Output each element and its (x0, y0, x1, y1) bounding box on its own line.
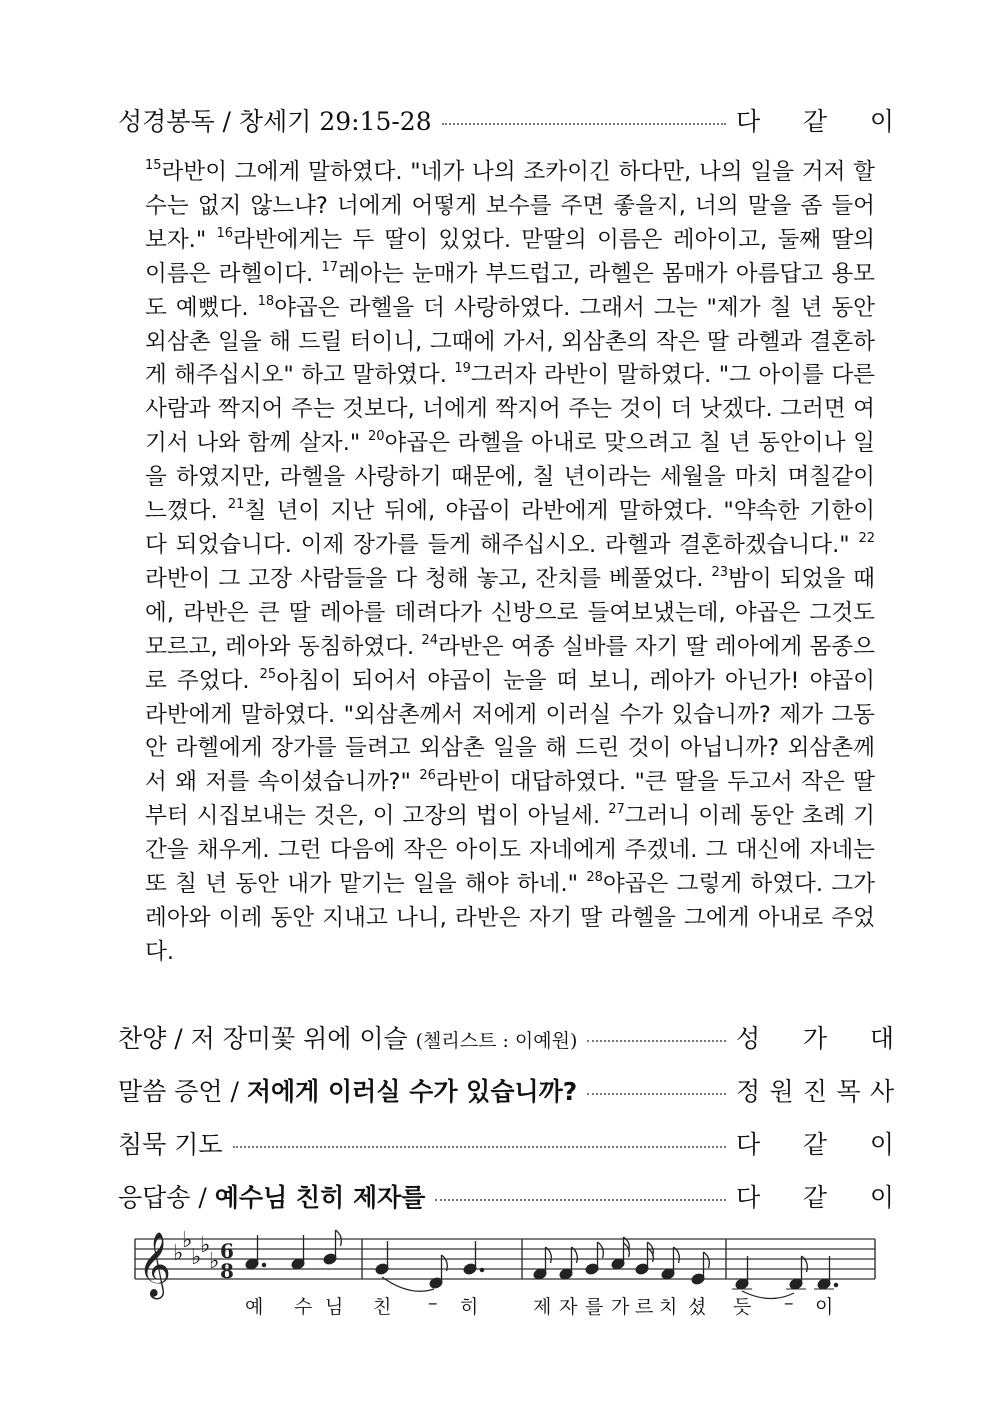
verse-number: 25 (259, 666, 277, 682)
verse-number: 15 (145, 158, 162, 173)
staff-lines (135, 1239, 875, 1279)
key-signature-flats (173, 1228, 219, 1274)
prayer-row (118, 1123, 894, 1163)
reading-label: 성경봉독 / 창세기 29:15-28 (118, 107, 432, 136)
hymn-label: 찬양 / 저 장미꽃 위에 이슬 (첼리스트 : 이예원) (118, 1024, 578, 1053)
time-signature (220, 1239, 234, 1283)
verse-number: 19 (454, 361, 471, 377)
lyric-syllable: 르 (635, 1296, 654, 1318)
lyric-syllable: – (784, 1292, 794, 1314)
lyric-syllable: 셨 (688, 1296, 707, 1318)
verse-text: 밤이 되었을 때에, 라반은 큰 딸 레아를 데려다가 신방으로 들여보냈는데, 야곱은 그것도 모르고, 레아와 동침하였다. (145, 565, 875, 660)
verse-text: 라반에게는 두 딸이 있었다. 맏딸의 이름은 레아이고, 둘째 딸의 이름은 라헬이다. (145, 226, 875, 287)
verse-number: 22 (858, 530, 875, 546)
notes (245, 1230, 838, 1299)
verse-text: 라반이 그 고장 사람들을 다 청해 놓고, 잔치를 베풀었다. (145, 565, 712, 592)
svg-text:♭: ♭ (173, 1241, 184, 1266)
verse-number: 17 (321, 259, 339, 275)
verse-text: 야곱은 라헬을 더 사랑하였다. 그래서 그는 "제가 칠 년 동안 외삼촌 일을 해 드릴 터이니, 그때에 가서, 외삼촌의 작은 딸 라헬과 결혼하게 해주십시오" 하고 말하였다. (145, 294, 875, 389)
leader-dots (233, 1144, 726, 1148)
svg-text:♭: ♭ (200, 1233, 211, 1258)
verse-number: 16 (216, 225, 234, 241)
verse-text: 야곱은 라헬을 아내로 맞으려고 칠 년 동안이나 일을 하였지만, 라헬을 사랑하기 때문에, 칠 년이라는 세월을 마치 며칠같이 느꼈다. (145, 430, 875, 525)
lyric-syllable: 치 (659, 1296, 678, 1318)
lyric-syllable: 예 (245, 1296, 264, 1318)
verse-text: 그러자 라반이 말하였다. "그 아이를 다른 사람과 짝지어 주는 것보다, 너에게 짝지어 주는 것이 더 낫겠다. 그러면 여기서 나와 함께 살자." (145, 362, 875, 457)
lyric-syllable: 듯 (733, 1296, 752, 1318)
reading-row (118, 100, 894, 140)
verse-number: 27 (608, 802, 625, 818)
svg-text:♭: ♭ (209, 1249, 220, 1274)
response-leader: 다 같 이 (736, 1183, 894, 1212)
verse-number: 26 (419, 768, 436, 784)
verse-number: 21 (227, 497, 245, 513)
lyric-syllable: – (428, 1292, 438, 1314)
scripture-text (145, 156, 875, 970)
lyric-syllable: 히 (460, 1296, 479, 1318)
lyric-syllable: 이 (815, 1296, 834, 1318)
verse-number: 18 (257, 293, 275, 309)
verse-number: 24 (421, 632, 439, 648)
leader-dots (587, 1038, 726, 1042)
prayer-label: 침묵 기도 (118, 1130, 223, 1159)
leader-dots (587, 1091, 726, 1095)
lyric-syllable: 를 (585, 1296, 604, 1318)
verse-number: 28 (586, 870, 603, 886)
svg-text:6: 6 (220, 1239, 234, 1263)
svg-text:♭: ♭ (182, 1228, 193, 1253)
sermon-label: 말씀 증언 / 저에게 이러실 수가 있습니까? (118, 1077, 578, 1106)
lyric-syllable: 친 (373, 1296, 392, 1318)
music-staff (130, 1225, 885, 1325)
reading-leader: 다 같 이 (736, 107, 894, 136)
verse-text: 아침이 되어서 야곱이 눈을 떠 보니, 레아가 아닌가! 야곱이 라반에게 말하였다. "외삼촌께서 저에게 이러실 수가 있습니까? 제가 그동안 라헬에게 장가를 들려고 외삼촌 일을 해 드린 것이 아닙니까? 외삼촌께서 왜 저를 속이셨습니까?" (145, 667, 875, 796)
response-row (118, 1176, 894, 1216)
lyric-syllable: 가 (611, 1296, 630, 1318)
verse-text: 라반이 대답하였다. "큰 딸을 두고서 작은 딸부터 시집보내는 것은, 이 고장의 법이 아닐세. (145, 769, 875, 830)
lyric-syllable: 제 (533, 1296, 552, 1318)
svg-text:8: 8 (220, 1259, 234, 1283)
sermon-row (118, 1070, 894, 1110)
leader-dots (435, 1197, 726, 1201)
response-title: 예수님 친히 제자를 (214, 1183, 426, 1212)
treble-clef-icon: 𝄞 (138, 1232, 172, 1297)
verse-text: 레아는 눈매가 부드럽고, 라헬은 몸매가 아름답고 용모도 예뻤다. (145, 260, 875, 321)
prayer-leader: 다 같 이 (736, 1130, 894, 1159)
hymn-row (118, 1017, 894, 1057)
leader-dots (442, 121, 726, 125)
hymn-leader: 성 가 대 (736, 1024, 894, 1053)
verse-text: 라반이 그에게 말하였다. "네가 나의 조카이긴 하다만, 나의 일을 거저 할 수는 없지 않느냐? 너에게 어떻게 보수를 주면 좋을지, 너의 말을 좀 들어 보자." (145, 159, 875, 253)
verse-text: 그러니 이레 동안 초례 기간을 채우게. 그런 다음에 작은 아이도 자네에게 주겠네. 그 대신에 자네는 또 칠 년 동안 내가 맡기는 일을 해야 하네." (145, 803, 876, 898)
verse-number: 20 (368, 429, 385, 445)
lyric-syllable: 님 (325, 1296, 344, 1318)
svg-text:♭: ♭ (191, 1245, 202, 1270)
hymn-performer: (첼리스트 : 이예원) (415, 1030, 578, 1052)
lyric-syllable: 수 (294, 1296, 313, 1318)
verse-number: 23 (711, 564, 729, 580)
verse-text: 칠 년이 지난 뒤에, 야곱이 라반에게 말하였다. "약속한 기한이 다 되었습니다. 이제 장가를 들게 해주십시오. 라헬과 결혼하겠습니다." (145, 498, 875, 558)
lyric-syllable: 자 (559, 1296, 578, 1318)
sermon-preacher: 정 원 진 목 사 (736, 1077, 894, 1106)
verse-text: 라반은 여종 실바를 자기 딸 레아에게 몸종으로 주었다. (145, 633, 875, 694)
sermon-title: 저에게 이러실 수가 있습니까? (246, 1077, 578, 1106)
verse-text: 야곱은 그렇게 하였다. 그가 레아와 이레 동안 지내고 나니, 라반은 자기 딸 라헬을 그에게 아내로 주었다. (145, 871, 876, 965)
response-label: 응답송 / 예수님 친히 제자를 (118, 1183, 426, 1212)
